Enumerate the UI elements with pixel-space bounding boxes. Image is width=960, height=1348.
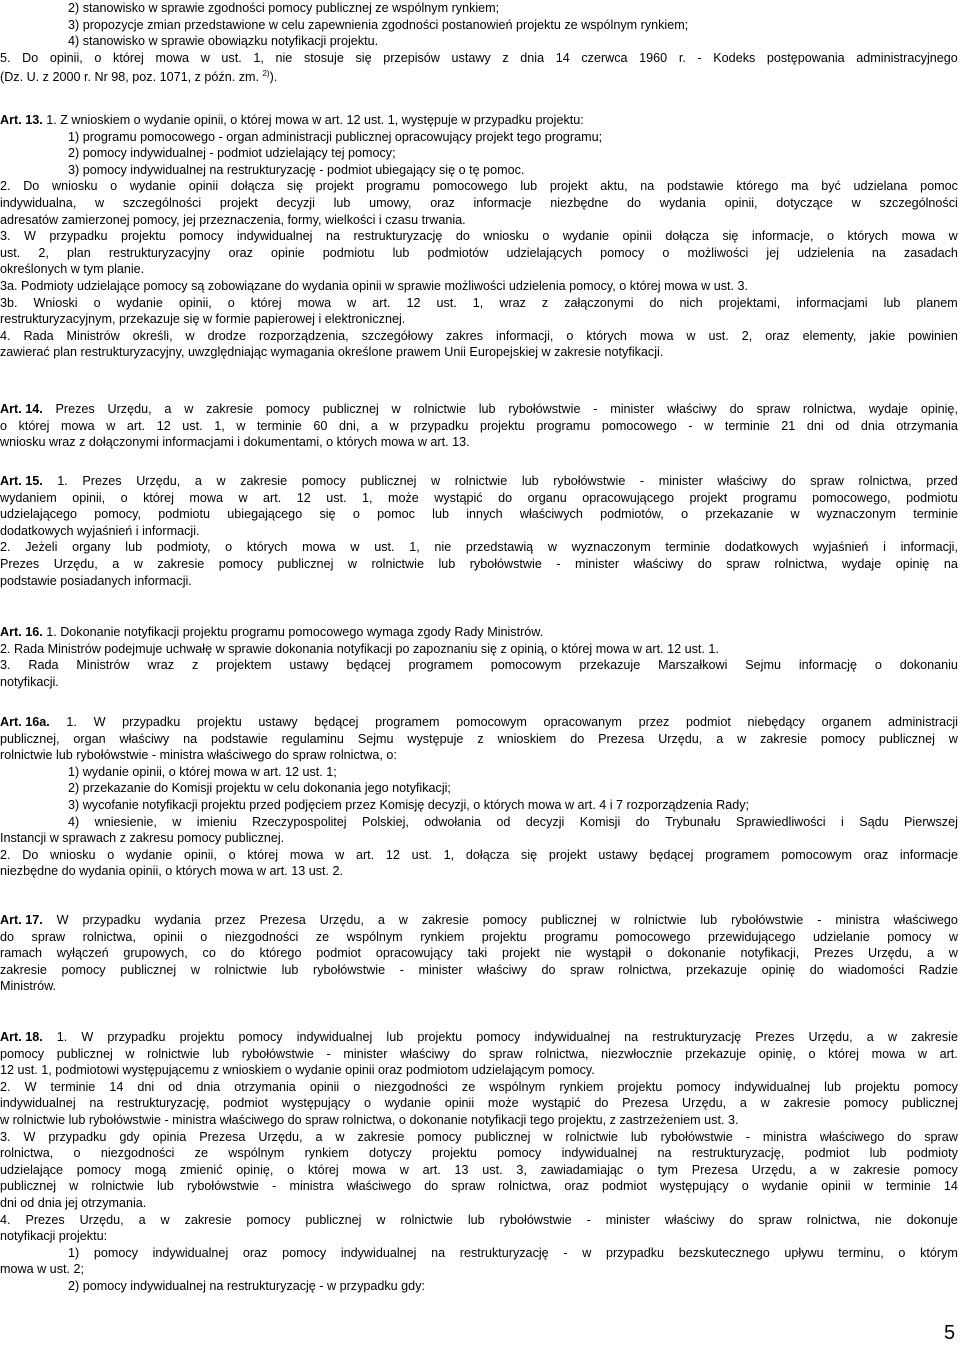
text-line: 2. Rada Ministrów podejmuje uchwałę w sprawie dokonania notyfikacji po zapoznaniu się z opinią, o której mowa w art. 12 ust. 1. [0,641,719,656]
text-line: 2. W terminie 14 dni od dnia otrzymania opinii o niezgodności ze wspólnym rynkiem projektu pomocy indywidualnej lub projektu pomocy [0,1079,958,1094]
text-line: 2) pomocy indywidualnej na restrukturyzację - w przypadku gdy: [68,1278,425,1293]
text-line: 12 ust. 1, podmiotowi występującemu z wnioskiem o wydanie opinii oraz podmiotom udzielającym pomocy. [0,1063,595,1078]
text-line: podstawie posiadanych informacji. [0,573,192,588]
text-line: udzielające pomocy mogą zmienić opinię, o której mowa w art. 13 ust. 3, zawiadamiając o tym Prezesa Urzędu, a w zakresie pomocy [0,1162,958,1177]
text-line: 1) pomocy indywidualnej oraz pomocy indywidualnej na restrukturyzację - w przypadku bezskutecznego upływu terminu, o którym [68,1245,958,1260]
text-line: mowa w ust. 2; [0,1262,84,1277]
text-line: Prezes Urzędu, a w zakresie pomocy publicznej w rolnictwie lub rybołówstwie - minister właściwy do spraw rolnictwa, wydaje opinię na [0,556,958,571]
text-line: zawierać plan restrukturyzacyjny, uwzględniając wymagania określone prawem Unii Europejskiej w zakresie notyfikacji. [0,345,664,360]
text-line: 3. W przypadku gdy opinia Prezesa Urzędu, a w zakresie pomocy publicznej w rolnictwie lub rybołówstwie - ministra właściwego do spraw [0,1129,958,1144]
text-block [0,401,958,451]
text-line: adresatów zamierzonej pomocy, jej przeznaczenia, formy, wielkości i czasu trwania. [0,212,466,227]
text-block [0,714,958,880]
text-line: udzielającego pomocy, podmiotu ubiegającego się o pomoc lub innych właściwych podmiotów, o przekazanie w wyznaczonym terminie [0,507,958,522]
text-line: pomocy publicznej w rolnictwie lub rybołówstwie - minister właściwy do spraw rolnictwa, niezwłocznie przekazuje opinię, o której mowa w art. [0,1046,958,1061]
text-line: 3b. Wnioski o wydanie opinii, o której mowa w art. 12 ust. 1, wraz z załączonymi do nich projektami, informacjami lub planem [0,295,958,310]
page-number: 5 [944,1322,956,1344]
text-line: 5. Do opinii, o której mowa w ust. 1, nie stosuje się przepisów ustawy z dnia 14 czerwca 1960 r. - Kodeks postępowania administracyjnego [0,50,958,65]
text-block [0,0,958,83]
text-line: o której mowa w art. 12 ust. 1, w terminie 60 dni, a w przypadku projektu programu pomocowego - w terminie 21 dni od dnia otrzymania [0,418,958,433]
text-line: 3) wycofanie notyfikacji projektu przed podjęciem przez Komisję decyzji, o których mowa w art. 4 i 7 rozporządzenia Rady; [68,797,750,812]
text-line: dodatkowych wyjaśnień i informacji. [0,523,200,538]
text-line: 2. Do wniosku o wydanie opinii dołącza się projekt programu pomocowego lub projekt aktu, na podstawie którego ma być udzielana pomoc [0,179,958,194]
text-line: 3) propozycje zmian przedstawione w celu zapewnienia zgodności postanowień projektu ze wspólnym rynkiem; [68,17,689,32]
text-line: 1) wydanie opinii, o której mowa w art. 12 ust. 1; [68,764,337,779]
text-line: restrukturyzacyjnym, przekazuje się w formie papierowej i elektronicznej. [0,312,406,327]
text-line: zakresie pomocy publicznej w rolnictwie lub rybołówstwie - minister właściwy do spraw rolnictwa, przekazuje opinię do wiadomości Radzie [0,962,958,977]
text-line: 4. Rada Ministrów określi, w drodze rozporządzenia, szczegółowy zakres informacji, o których mowa w ust. 2, oraz elementy, jakie powinien [0,328,958,343]
text-block [0,473,958,589]
text-line: Art. 16. 1. Dokonanie notyfikacji projektu programu pomocowego wymaga zgody Rady Ministrów. [0,625,544,639]
text-block [0,624,958,690]
text-line: 3) pomocy indywidualnej na restrukturyzację - podmiot ubiegający się o tę pomoc. [68,162,525,177]
text-line: Art. 14. Prezes Urzędu, a w zakresie pomocy publicznej w rolnictwie lub rybołówstwie - minister właściwy do spraw rolnictwa, wydaje opinię, [0,402,958,416]
text-line: niezbędne do wydania opinii, o których mowa w art. 13 ust. 2. [0,864,344,879]
text-block [0,912,958,995]
text-line: notyfikacji. [0,674,59,689]
text-line: rolnictwie lub rybołówstwie - ministra właściwego do spraw rolnictwa, o: [0,748,397,763]
text-line: 4. Prezes Urzędu, a w zakresie pomocy publicznej w rolnictwie lub rybołówstwie - minister właściwy do spraw rolnictwa, nie dokonuje [0,1212,958,1227]
text-line: (Dz. U. z 2000 r. Nr 98, poz. 1071, z późn. zm. $^{2)}$). [0,69,278,85]
text-line: indywidualna, w szczególności projekt decyzji lub umowy, oraz informacje niezbędne do wydania opinii, dotyczące w szczególności [0,195,958,210]
text-line: Instancji w sprawach z zakresu pomocy publicznej. [0,831,285,846]
text-line: 2) pomocy indywidualnej - podmiot udzielający tej pomocy; [68,146,396,161]
text-line: Art. 18. 1. W przypadku projektu pomocy indywidualnej lub projektu pomocy indywidualnej na restrukturyzację Prezes Urzędu, a w zakresie [0,1030,958,1044]
text-block [0,1029,958,1295]
text-line: ust. 2, plan restrukturyzacyjny oraz opinie podmiotu lub podmiotów udzielających pomocy o możliwości jej udzielenia na zasadach [0,245,958,260]
text-line: w rolnictwie lub rybołówstwie - ministra właściwego do spraw rolnictwa, o dokonanie notyfikacji tego projektu, z zastrzeżeniem ust. 3. [0,1112,739,1127]
text-line: 3. Rada Ministrów wraz z projektem ustawy będącej programem pomocowym przekazuje Marszałkowi Sejmu informację o dokonaniu [0,658,958,673]
text-line: publicznej, organ właściwy na podstawie regulaminu Sejmu występuje z wnioskiem do Prezesa Urzędu, a w zakresie pomocy publicznej w [0,731,958,746]
text-line: 3. W przypadku projektu pomocy indywidualnej na restrukturyzację do wniosku o wydanie opinii dołącza się informacje, o których mowa w [0,229,958,244]
text-line: 2. Do wniosku o wydanie opinii, o której mowa w art. 12 ust. 1, dołącza się projekt ustawy będącej programem pomocowym oraz informacje [0,847,958,862]
text-line: Art. 13. 1. Z wnioskiem o wydanie opinii, o której mowa w art. 12 ust. 1, występuje w przypadku projektu: [0,113,584,127]
text-line: do spraw rolnictwa, opinii o niezgodności ze wspólnym rynkiem projektu programu pomocowego przewidującego udzielanie pomocy w [0,929,958,944]
text-line: Art. 16a. 1. W przypadku projektu ustawy będącej programem pomocowym opracowanym przez podmiot niebędący organem administracji [0,715,958,729]
text-line: 2) stanowisko w sprawie zgodności pomocy publicznej ze wspólnym rynkiem; [68,1,500,15]
text-line: Art. 15. 1. Prezes Urzędu, a w zakresie pomocy publicznej w rolnictwie lub rybołówstwie - minister właściwy do spraw rolnictwa, przed [0,474,958,488]
text-line: 2) przekazanie do Komisji projektu w celu dokonania jego notyfikacji; [68,781,451,796]
text-line: określonych w tym planie. [0,262,145,277]
text-line: notyfikacji projektu: [0,1229,108,1244]
text-line: 1) programu pomocowego - organ administracji publicznej opracowujący projekt tego programu; [68,129,603,144]
text-line: 4) wniesienie, w imieniu Rzeczypospolitej Polskiej, odwołania od decyzji Komisji do Trybunału Sprawiedliwości i Sądu Pierwszej [68,814,958,829]
text-line: 3a. Podmioty udzielające pomocy są zobowiązane do wydania opinii w sprawie możliwości udzielenia pomocy, o której mowa w ust. 3. [0,278,749,293]
text-line: 2. Jeżeli organy lub podmioty, o których mowa w ust. 1, nie przedstawią w wyznaczonym terminie dodatkowych wyjaśnień i informacji, [0,540,958,555]
text-line: rolnictwa, o niezgodności ze wspólnym rynkiem dotyczy projektu pomocy indywidualnej na restrukturyzację, podmiot lub podmioty [0,1146,958,1161]
text-line: Art. 17. W przypadku wydania przez Prezesa Urzędu, a w zakresie pomocy publicznej w rolnictwie lub rybołówstwie - ministra właściwego [0,913,958,927]
text-line: Ministrów. [0,979,56,994]
text-line: dni od dnia jej otrzymania. [0,1195,147,1210]
text-line: 4) stanowisko w sprawie obowiązku notyfikacji projektu. [68,34,379,49]
text-line: ramach wyłączeń grupowych, co do którego podmiot opracowujący taki projekt nie wystąpił o dokonanie notyfikacji, Prezes Urzędu, a w [0,946,958,961]
text-line: publicznej w rolnictwie lub rybołówstwie - ministra właściwego do spraw rolnictwa, oraz podmiot występujący o wydanie opinii w terminie 14 [0,1179,958,1194]
text-line: wydaniem opinii, o której mowa w art. 12 ust. 1, może wystąpić do organu opracowującego projekt programu pomocowego, podmiotu [0,490,958,505]
text-block [0,112,958,361]
text-line: wniosku wraz z dołączonymi informacjami i dokumentami, o których mowa w art. 13. [0,435,470,450]
text-line: indywidualnej na restrukturyzację, podmiot występujący o wydanie opinii może wystąpić do Prezesa Urzędu, a w zakresie pomocy publicznej [0,1096,958,1111]
